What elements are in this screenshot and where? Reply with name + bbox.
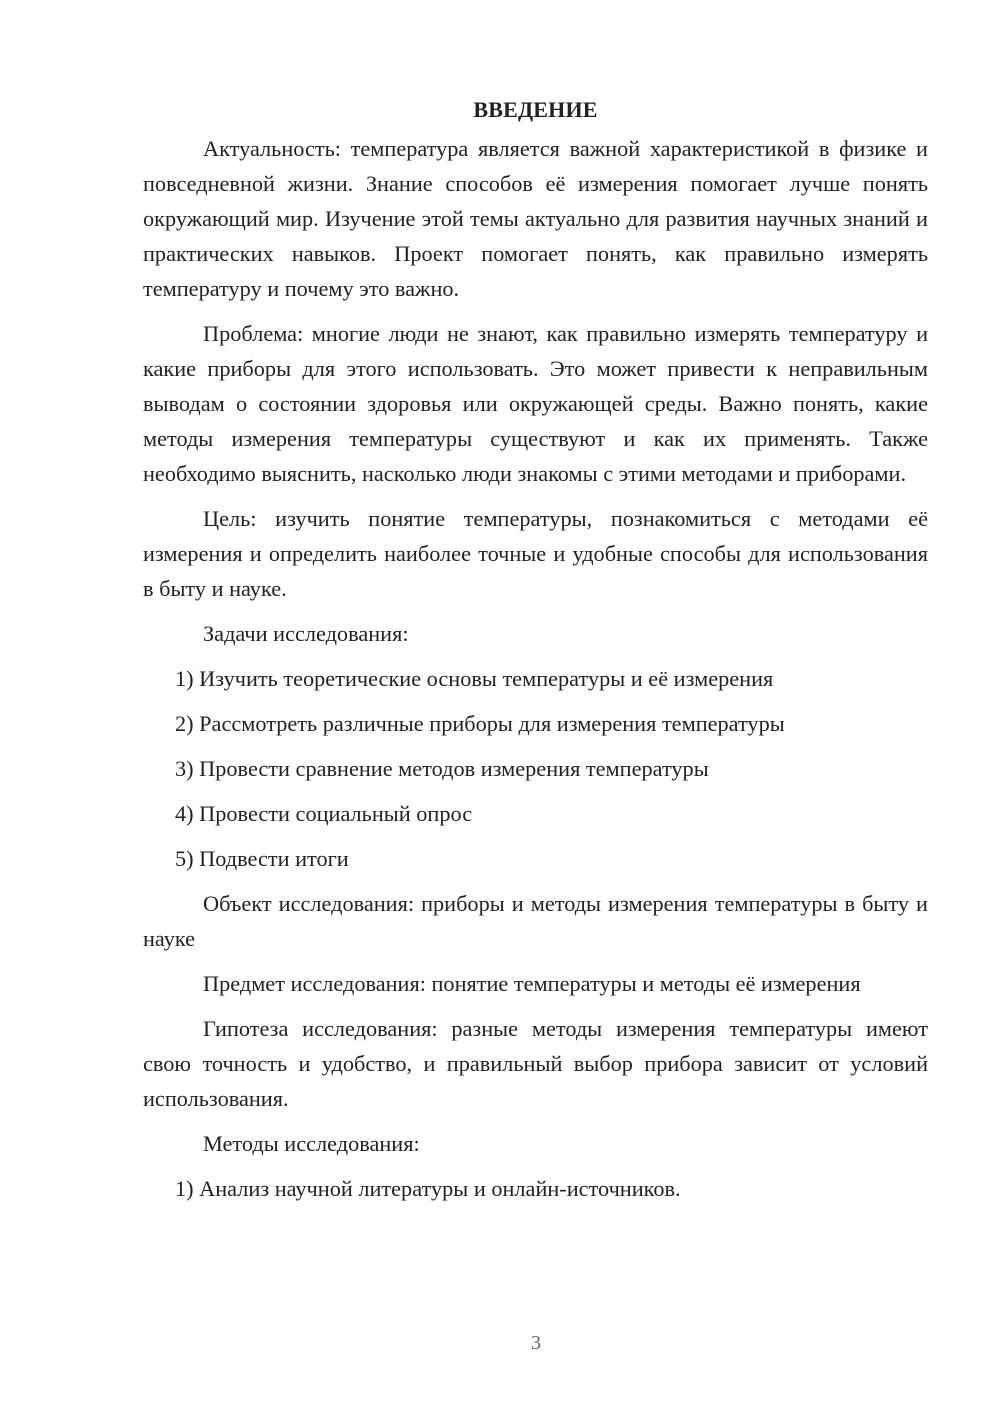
tasks-list: [143, 661, 928, 876]
list-item: 1) Анализ научной литературы и онлайн-источников.: [175, 1176, 681, 1201]
problem-paragraph: Проблема: многие люди не знают, как правильно измерять температуру и какие приборы для этого использовать. Это может привести к неправильным выводам о состоянии здоровья или окружающей среды. Важно понять, какие методы измерения температуры существуют и как их применять. Также необходимо выяснить, насколько люди знакомы с этими методами и приборами.: [143, 321, 928, 486]
tasks-label: Задачи исследования:: [203, 621, 409, 646]
list-item: 4) Провести социальный опрос: [175, 801, 473, 826]
methods-list: [143, 1171, 928, 1206]
list-item: 1) Изучить теоретические основы температуры и её измерения: [175, 666, 774, 691]
page-number: 3: [531, 1332, 541, 1354]
object-paragraph: Объект исследования: приборы и методы измерения температуры в быту и науке: [143, 891, 928, 951]
subject-paragraph: Предмет исследования: понятие температуры и методы её измерения: [203, 971, 861, 996]
hypothesis-paragraph: Гипотеза исследования: разные методы измерения температуры имеют свою точность и удобство, и правильный выбор прибора зависит от условий использования.: [143, 1016, 928, 1111]
list-item: 5) Подвести итоги: [175, 846, 349, 871]
list-item: 3) Провести сравнение методов измерения температуры: [175, 756, 709, 781]
document-page: [143, 92, 928, 1216]
list-item: 2) Рассмотреть различные приборы для измерения температуры: [175, 711, 785, 736]
relevance-paragraph: Актуальность: температура является важной характеристикой в физике и повседневной жизни. Знание способов её измерения помогает лучше понять окружающий мир. Изучение этой темы актуально для развития научных знаний и практических навыков. Проект помогает понять, как правильно измерять температуру и почему это важно.: [143, 136, 928, 301]
methods-label: Методы исследования:: [203, 1131, 420, 1156]
goal-paragraph: Цель: изучить понятие температуры, познакомиться с методами её измерения и определить наиболее точные и удобные способы для использования в быту и науке.: [143, 506, 928, 601]
page-title: ВВЕДЕНИЕ: [473, 97, 598, 122]
